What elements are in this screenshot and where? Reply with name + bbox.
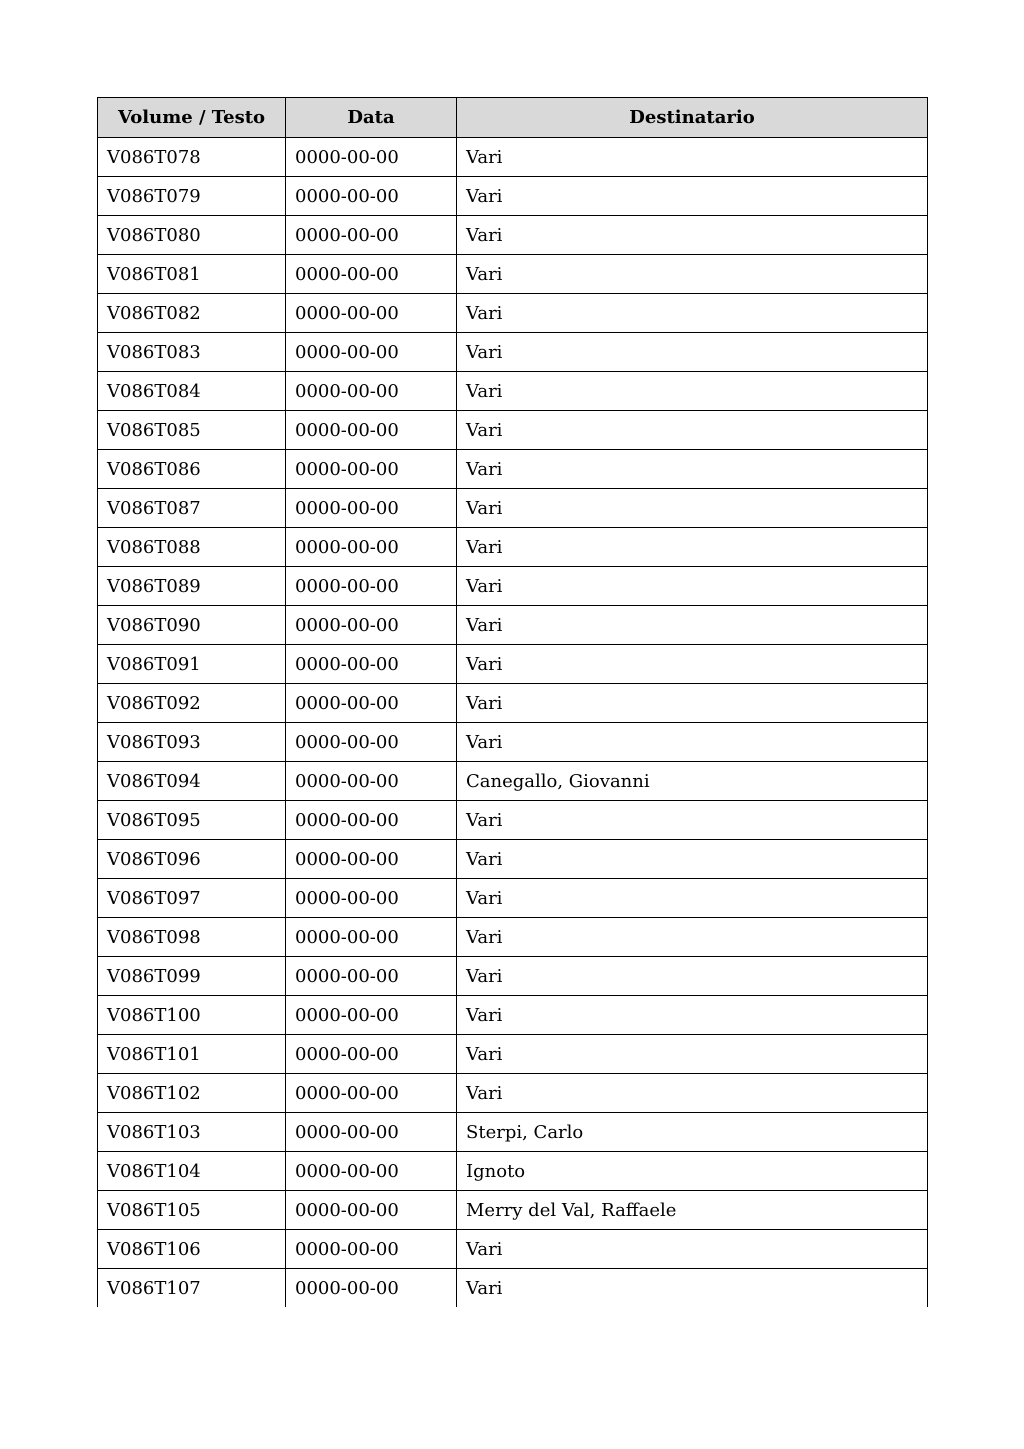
cell-volume-testo: V086T104 bbox=[98, 1152, 286, 1191]
cell-data: 0000-00-00 bbox=[286, 1191, 457, 1230]
table-row bbox=[98, 1191, 928, 1230]
column-header-destinatario: Destinatario bbox=[457, 98, 928, 138]
cell-volume-testo: V086T097 bbox=[98, 879, 286, 918]
table-row bbox=[98, 255, 928, 294]
table-row bbox=[98, 333, 928, 372]
table-row bbox=[98, 372, 928, 411]
table-row bbox=[98, 684, 928, 723]
cell-volume-testo: V086T105 bbox=[98, 1191, 286, 1230]
cell-data: 0000-00-00 bbox=[286, 1035, 457, 1074]
table-row bbox=[98, 1152, 928, 1191]
table-row bbox=[98, 957, 928, 996]
table-row bbox=[98, 1113, 928, 1152]
table-row bbox=[98, 606, 928, 645]
cell-volume-testo: V086T089 bbox=[98, 567, 286, 606]
cell-volume-testo: V086T088 bbox=[98, 528, 286, 567]
cell-volume-testo: V086T092 bbox=[98, 684, 286, 723]
table-row bbox=[98, 138, 928, 177]
cell-destinatario: Vari bbox=[457, 606, 928, 645]
cell-volume-testo: V086T083 bbox=[98, 333, 286, 372]
column-header-volume-testo: Volume / Testo bbox=[98, 98, 286, 138]
cell-volume-testo: V086T078 bbox=[98, 138, 286, 177]
cell-destinatario: Vari bbox=[457, 645, 928, 684]
table-row bbox=[98, 840, 928, 879]
cell-data: 0000-00-00 bbox=[286, 372, 457, 411]
cell-data: 0000-00-00 bbox=[286, 1269, 457, 1308]
cell-destinatario: Vari bbox=[457, 450, 928, 489]
cell-volume-testo: V086T094 bbox=[98, 762, 286, 801]
table-row bbox=[98, 528, 928, 567]
cell-destinatario: Vari bbox=[457, 918, 928, 957]
cell-data: 0000-00-00 bbox=[286, 957, 457, 996]
cell-volume-testo: V086T095 bbox=[98, 801, 286, 840]
cell-data: 0000-00-00 bbox=[286, 879, 457, 918]
cell-data: 0000-00-00 bbox=[286, 138, 457, 177]
cell-volume-testo: V086T082 bbox=[98, 294, 286, 333]
table-body bbox=[98, 138, 928, 1308]
cell-data: 0000-00-00 bbox=[286, 1152, 457, 1191]
cell-volume-testo: V086T096 bbox=[98, 840, 286, 879]
cell-volume-testo: V086T102 bbox=[98, 1074, 286, 1113]
table-row bbox=[98, 723, 928, 762]
cell-destinatario: Vari bbox=[457, 723, 928, 762]
cell-destinatario: Vari bbox=[457, 957, 928, 996]
table-row bbox=[98, 918, 928, 957]
cell-data: 0000-00-00 bbox=[286, 411, 457, 450]
cell-volume-testo: V086T093 bbox=[98, 723, 286, 762]
cell-volume-testo: V086T106 bbox=[98, 1230, 286, 1269]
cell-volume-testo: V086T101 bbox=[98, 1035, 286, 1074]
cell-data: 0000-00-00 bbox=[286, 1074, 457, 1113]
table-row bbox=[98, 567, 928, 606]
cell-data: 0000-00-00 bbox=[286, 645, 457, 684]
cell-data: 0000-00-00 bbox=[286, 840, 457, 879]
cell-volume-testo: V086T087 bbox=[98, 489, 286, 528]
cell-destinatario: Vari bbox=[457, 684, 928, 723]
table-row bbox=[98, 411, 928, 450]
cell-destinatario: Merry del Val, Raffaele bbox=[457, 1191, 928, 1230]
table-row bbox=[98, 450, 928, 489]
cell-destinatario: Sterpi, Carlo bbox=[457, 1113, 928, 1152]
cell-destinatario: Vari bbox=[457, 1074, 928, 1113]
table-row bbox=[98, 1074, 928, 1113]
cell-volume-testo: V086T099 bbox=[98, 957, 286, 996]
cell-data: 0000-00-00 bbox=[286, 723, 457, 762]
cell-volume-testo: V086T098 bbox=[98, 918, 286, 957]
cell-data: 0000-00-00 bbox=[286, 489, 457, 528]
cell-data: 0000-00-00 bbox=[286, 450, 457, 489]
cell-destinatario: Vari bbox=[457, 1269, 928, 1308]
table-row bbox=[98, 294, 928, 333]
cell-data: 0000-00-00 bbox=[286, 801, 457, 840]
table-header-row bbox=[98, 98, 928, 138]
cell-volume-testo: V086T085 bbox=[98, 411, 286, 450]
table-row bbox=[98, 216, 928, 255]
table-row bbox=[98, 1035, 928, 1074]
table-row bbox=[98, 645, 928, 684]
cell-destinatario: Vari bbox=[457, 840, 928, 879]
records-table bbox=[97, 97, 928, 1307]
cell-data: 0000-00-00 bbox=[286, 918, 457, 957]
cell-destinatario: Vari bbox=[457, 801, 928, 840]
table-row bbox=[98, 996, 928, 1035]
table-row bbox=[98, 1230, 928, 1269]
cell-data: 0000-00-00 bbox=[286, 333, 457, 372]
cell-volume-testo: V086T079 bbox=[98, 177, 286, 216]
cell-destinatario: Vari bbox=[457, 567, 928, 606]
cell-destinatario: Vari bbox=[457, 294, 928, 333]
cell-volume-testo: V086T100 bbox=[98, 996, 286, 1035]
cell-destinatario: Vari bbox=[457, 138, 928, 177]
cell-data: 0000-00-00 bbox=[286, 177, 457, 216]
cell-volume-testo: V086T086 bbox=[98, 450, 286, 489]
cell-volume-testo: V086T091 bbox=[98, 645, 286, 684]
cell-destinatario: Vari bbox=[457, 1035, 928, 1074]
cell-destinatario: Vari bbox=[457, 333, 928, 372]
table-row bbox=[98, 177, 928, 216]
table-row bbox=[98, 801, 928, 840]
cell-destinatario: Vari bbox=[457, 411, 928, 450]
table-row bbox=[98, 879, 928, 918]
cell-destinatario: Canegallo, Giovanni bbox=[457, 762, 928, 801]
cell-destinatario: Vari bbox=[457, 996, 928, 1035]
cell-data: 0000-00-00 bbox=[286, 255, 457, 294]
cell-destinatario: Vari bbox=[457, 489, 928, 528]
cell-volume-testo: V086T103 bbox=[98, 1113, 286, 1152]
cell-data: 0000-00-00 bbox=[286, 567, 457, 606]
cell-volume-testo: V086T107 bbox=[98, 1269, 286, 1308]
cell-data: 0000-00-00 bbox=[286, 294, 457, 333]
table-row bbox=[98, 489, 928, 528]
table-row bbox=[98, 1269, 928, 1308]
cell-destinatario: Ignoto bbox=[457, 1152, 928, 1191]
table-row bbox=[98, 762, 928, 801]
cell-volume-testo: V086T090 bbox=[98, 606, 286, 645]
cell-data: 0000-00-00 bbox=[286, 528, 457, 567]
cell-data: 0000-00-00 bbox=[286, 996, 457, 1035]
cell-data: 0000-00-00 bbox=[286, 762, 457, 801]
cell-volume-testo: V086T080 bbox=[98, 216, 286, 255]
cell-volume-testo: V086T084 bbox=[98, 372, 286, 411]
cell-destinatario: Vari bbox=[457, 372, 928, 411]
cell-data: 0000-00-00 bbox=[286, 216, 457, 255]
document-page bbox=[97, 97, 927, 1307]
cell-destinatario: Vari bbox=[457, 216, 928, 255]
cell-data: 0000-00-00 bbox=[286, 1230, 457, 1269]
cell-data: 0000-00-00 bbox=[286, 1113, 457, 1152]
cell-destinatario: Vari bbox=[457, 879, 928, 918]
cell-data: 0000-00-00 bbox=[286, 606, 457, 645]
cell-destinatario: Vari bbox=[457, 528, 928, 567]
cell-destinatario: Vari bbox=[457, 1230, 928, 1269]
column-header-data: Data bbox=[286, 98, 457, 138]
cell-volume-testo: V086T081 bbox=[98, 255, 286, 294]
cell-destinatario: Vari bbox=[457, 177, 928, 216]
cell-destinatario: Vari bbox=[457, 255, 928, 294]
cell-data: 0000-00-00 bbox=[286, 684, 457, 723]
